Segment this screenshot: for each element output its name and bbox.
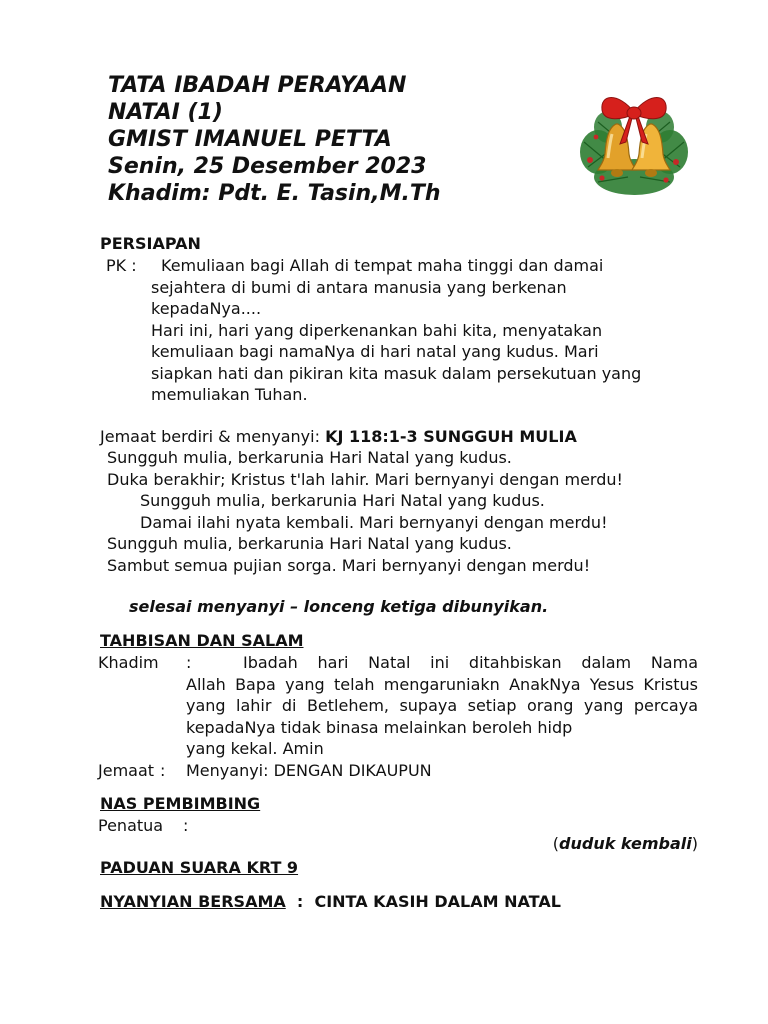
song-heading [100,426,577,448]
persiapan-line-4: Hari ini, hari yang diperkenankan bahi kita, menyatakan [151,320,603,340]
title-block [108,72,568,207]
song-intro: Jemaat berdiri & menyanyi: [100,427,326,446]
nyanyian-title: CINTA KASIH DALAM NATAL [314,892,561,911]
title-line-4: Senin, 25 Desember 2023 [108,154,427,179]
penatua-label: Penatua [98,816,164,835]
pk-label: PK : [106,256,137,275]
nyanyian-row [100,892,561,912]
title-line-1: TATA IBADAH PERAYAAN [108,73,407,98]
paren-close: ) [691,834,698,853]
persiapan-text [151,255,711,406]
lyric-line-1: Sungguh mulia, berkarunia Hari Natal yang kudus. [107,448,512,467]
khadim-body-lines: Allah Bapa yang telah mengaruniakn AnakNya Yesus Kristus yang lahir di Betlehem, supaya setiap orang yang percaya kepadaNya tidak binasa melainkan beroleh hidp [186,674,698,737]
lyric-line-4: Damai ilahi nyata kembali. Mari bernyanyi dengan merdu! [140,512,608,532]
title-line-5: Khadim: Pdt. E. Tasin,M.Th [108,181,441,206]
title-line-2: NATAI (1) [108,100,223,125]
persiapan-line-7: memuliakan Tuhan. [151,385,308,404]
lyric-line-3: Sungguh mulia, berkarunia Hari Natal yang kudus. [140,491,545,510]
duduk-text: duduk kembali [559,834,692,853]
duduk-kembali-note [553,834,698,853]
lyric-line-2: Duka berakhir; Kristus t'lah lahir. Mari bernyanyi dengan merdu! [107,469,623,489]
song-lyrics [107,447,727,576]
persiapan-line-1: Kemuliaan bagi Allah di tempat maha tinggi dan damai [161,256,604,275]
tahbisan-heading: TAHBISAN DAN SALAM [100,631,304,650]
jemaat-text: Menyanyi: DENGAN DIKAUPUN [186,761,432,780]
song-title: KJ 118:1-3 SUNGGUH MULIA [325,427,577,446]
khadim-first-line: Ibadah hari Natal ini ditahbiskan dalam Nama [243,653,698,672]
lyric-line-5: Sungguh mulia, berkarunia Hari Natal yang kudus. [107,534,512,553]
khadim-last-line: yang kekal. Amin [186,739,324,758]
paduan-heading: PADUAN SUARA KRT 9 [100,858,299,877]
penatua-colon: : [183,816,189,835]
jemaat-label: Jemaat [98,761,155,780]
paren-open: ( [552,834,560,853]
nas-heading: NAS PEMBIMBING [100,794,261,813]
nyanyian-heading: NYANYIAN BERSAMA [100,892,286,911]
khadim-text [186,652,698,760]
christmas-bells-icon [578,82,690,204]
persiapan-line-6: siapkan hati dan pikiran kita masuk dalam persekutuan yang [151,363,642,383]
title-line-3: GMIST IMANUEL PETTA [108,127,392,152]
khadim-colon: : [186,653,192,672]
khadim-label: Khadim [98,653,159,672]
lyric-line-6: Sambut semua pujian sorga. Mari bernyanyi dengan merdu! [107,555,591,575]
nyanyian-separator: : [285,892,315,911]
persiapan-line-5: kemuliaan bagi namaNya di hari natal yang kudus. Mari [151,342,599,361]
persiapan-heading: PERSIAPAN [100,234,201,253]
bell-note: selesai menyanyi – lonceng ketiga dibunyikan. [129,597,549,616]
jemaat-colon: : [160,761,166,780]
persiapan-line-3: kepadaNya.... [151,299,262,318]
persiapan-line-2: sejahtera di bumi di antara manusia yang berkenan [151,277,567,297]
